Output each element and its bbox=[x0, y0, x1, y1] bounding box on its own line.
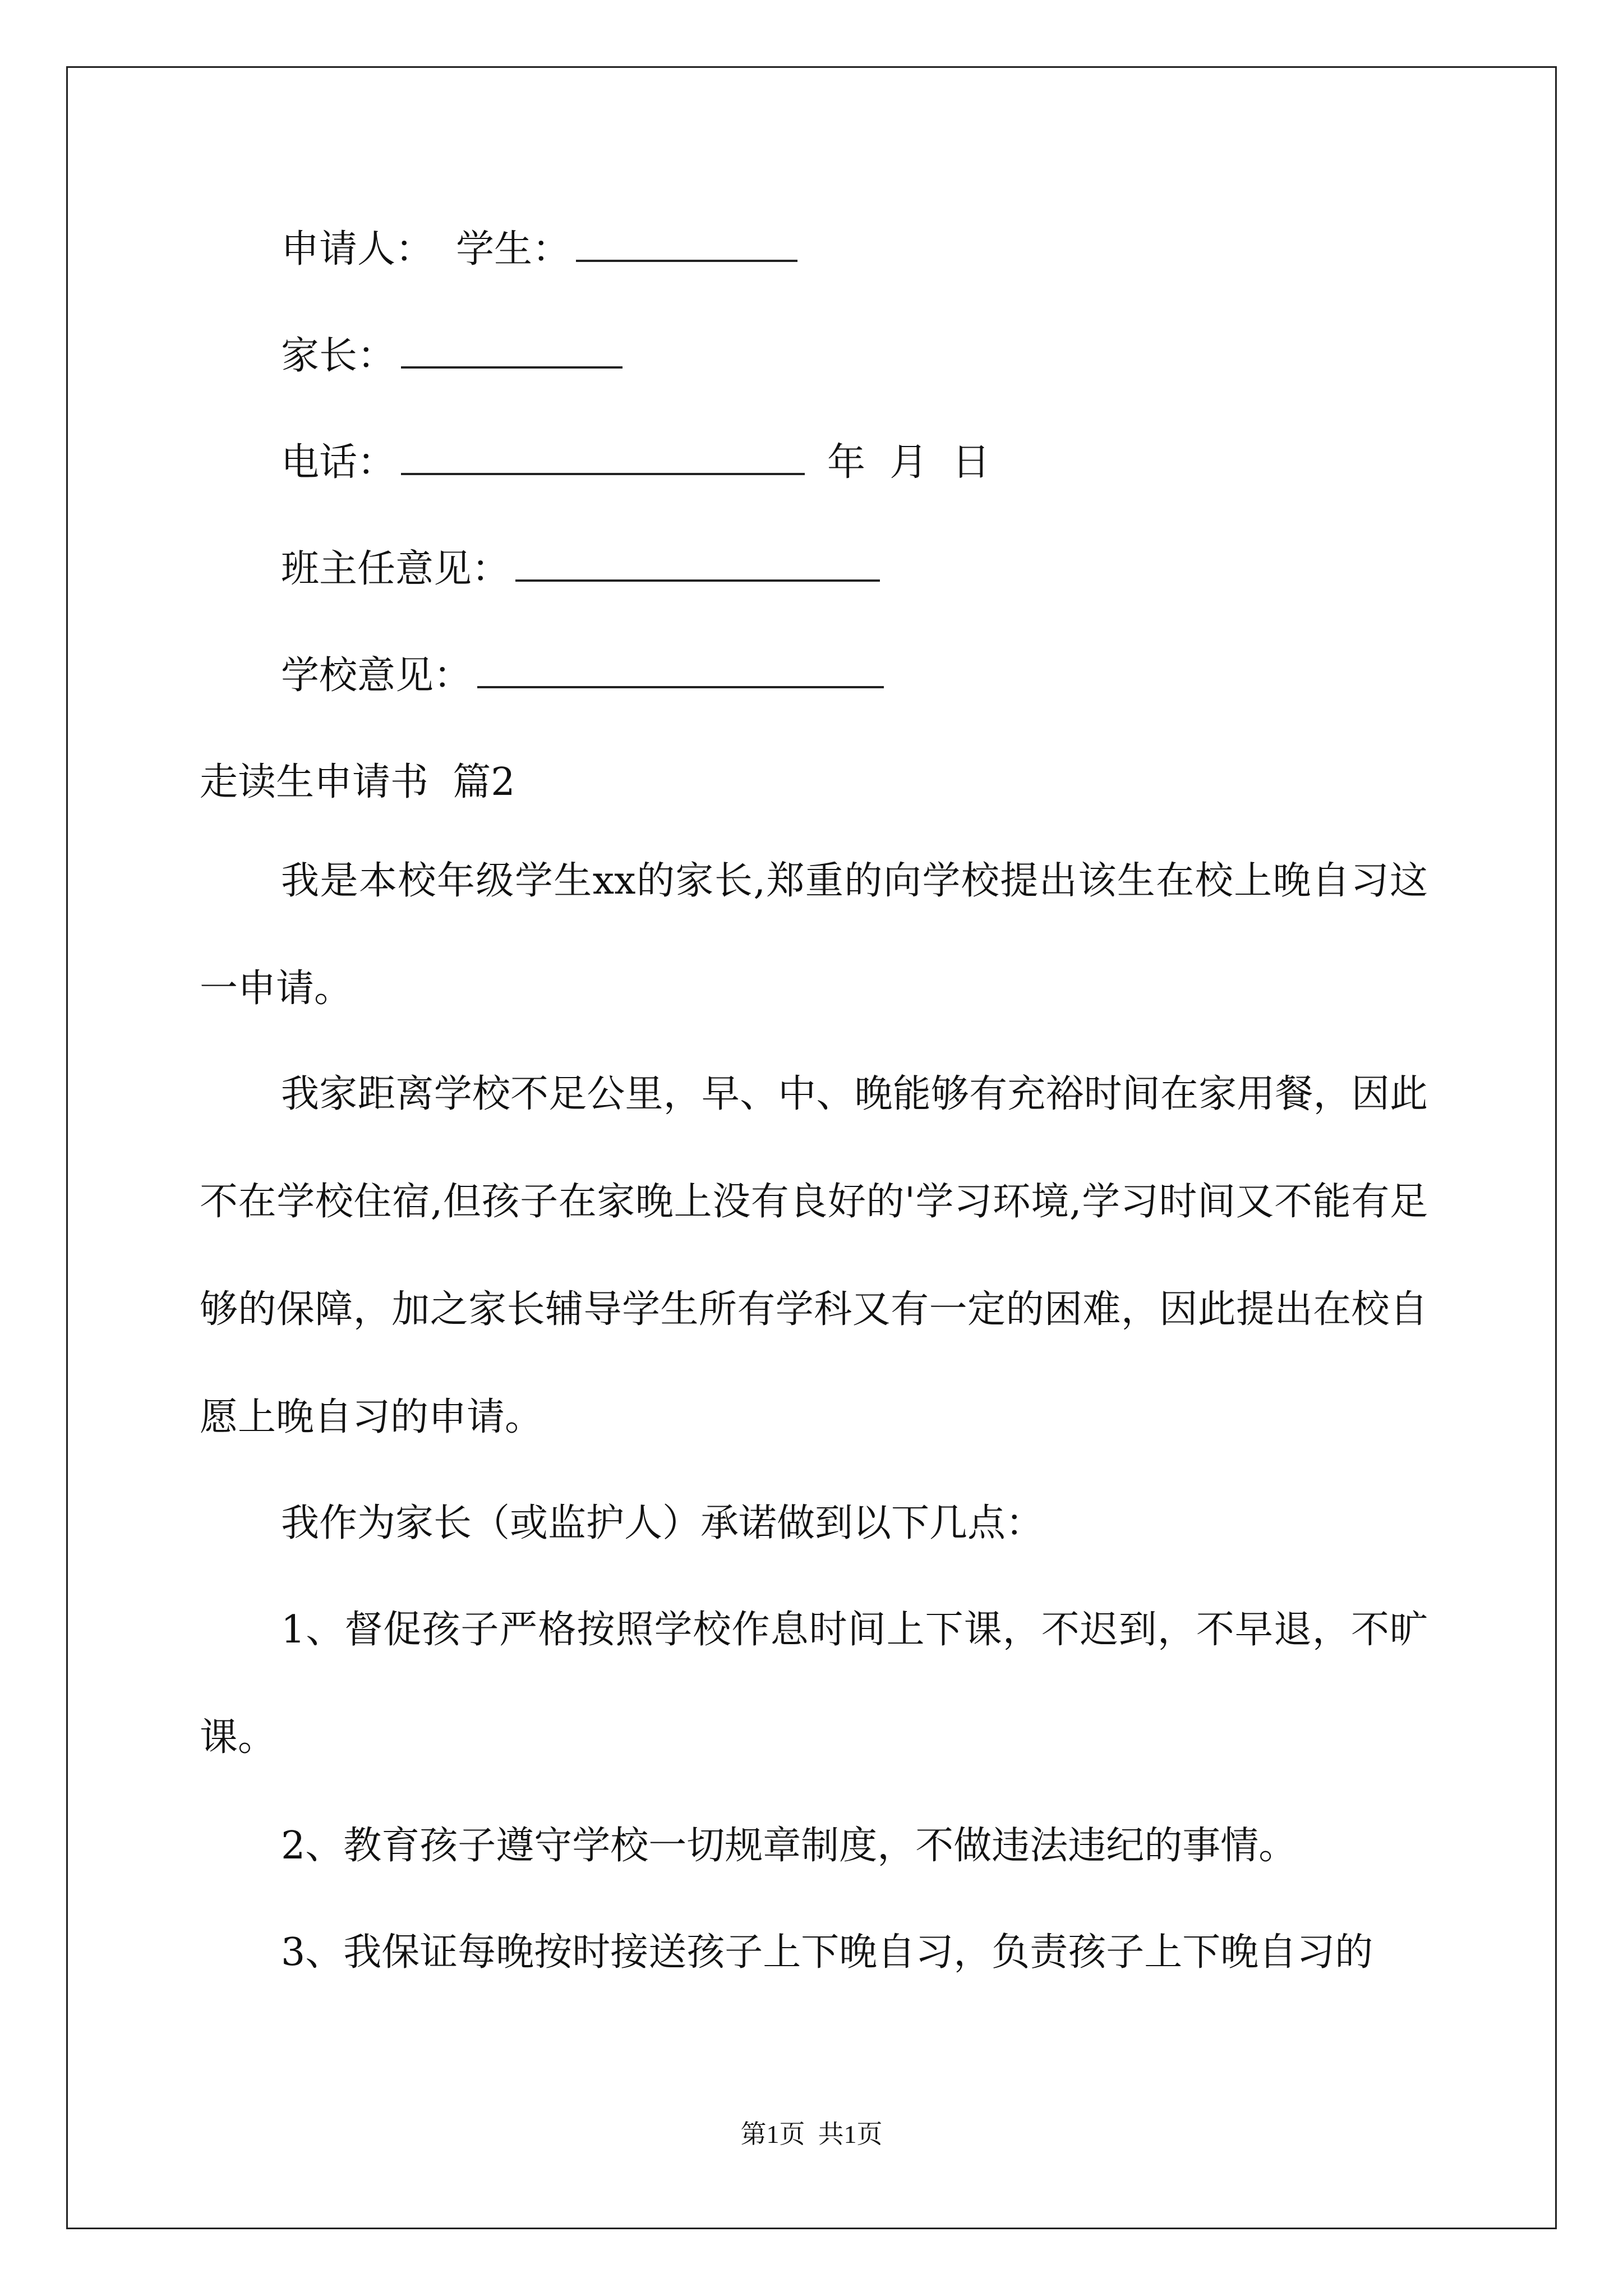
paragraph-4: 1、督促孩子严格按照学校作息时间上下课，不迟到，不早退，不旷课。 bbox=[200, 1608, 1428, 1760]
school-opinion-blank[interactable] bbox=[477, 654, 884, 688]
parent-label: 家长： bbox=[281, 334, 396, 378]
page-footer: 第1页 共1页 bbox=[740, 2120, 883, 2148]
applicant-row bbox=[200, 224, 797, 275]
phone-label: 电话： bbox=[281, 440, 396, 485]
teacher-opinion-label: 班主任意见： bbox=[281, 547, 510, 591]
paragraph-1: 我是本校年级学生xx的家长,郑重的向学校提出该生在校上晚自习这一申请。 bbox=[200, 859, 1428, 1011]
parent-name-blank[interactable] bbox=[401, 334, 623, 369]
school-opinion-row bbox=[200, 651, 884, 701]
teacher-opinion-blank[interactable] bbox=[515, 547, 880, 582]
paragraph-2: 我家距离学校不足公里，早、中、晚能够有充裕时间在家用餐，因此不在学校住宿,但孩子在家晚上没有良好的'学习环境,学习时间又不能有足够的保障，加之家长辅导学生所有学科又有一定的困难，因此提出在校自愿上晚自习的申请。 bbox=[200, 1072, 1428, 1439]
paragraph-3: 我作为家长（或监护人）承诺做到以下几点： bbox=[281, 1501, 1044, 1545]
student-label: 学生： bbox=[456, 227, 571, 272]
student-name-blank[interactable] bbox=[576, 227, 797, 262]
applicant-label: 申请人： bbox=[281, 227, 434, 272]
section-title: 走读生申请书 篇2 bbox=[200, 760, 515, 804]
school-opinion-label: 学校意见： bbox=[281, 654, 472, 698]
parent-row bbox=[200, 331, 623, 381]
phone-blank[interactable] bbox=[401, 440, 805, 475]
paragraph-6: 3、我保证每晚按时接送孩子上下晚自习，负责孩子上下晚自习的 bbox=[281, 1930, 1373, 1975]
date-text: 年 月 日 bbox=[827, 440, 990, 485]
teacher-opinion-row bbox=[200, 544, 880, 595]
phone-row bbox=[200, 438, 990, 488]
paragraph-5: 2、教育孩子遵守学校一切规章制度，不做违法违纪的事情。 bbox=[281, 1824, 1297, 1868]
